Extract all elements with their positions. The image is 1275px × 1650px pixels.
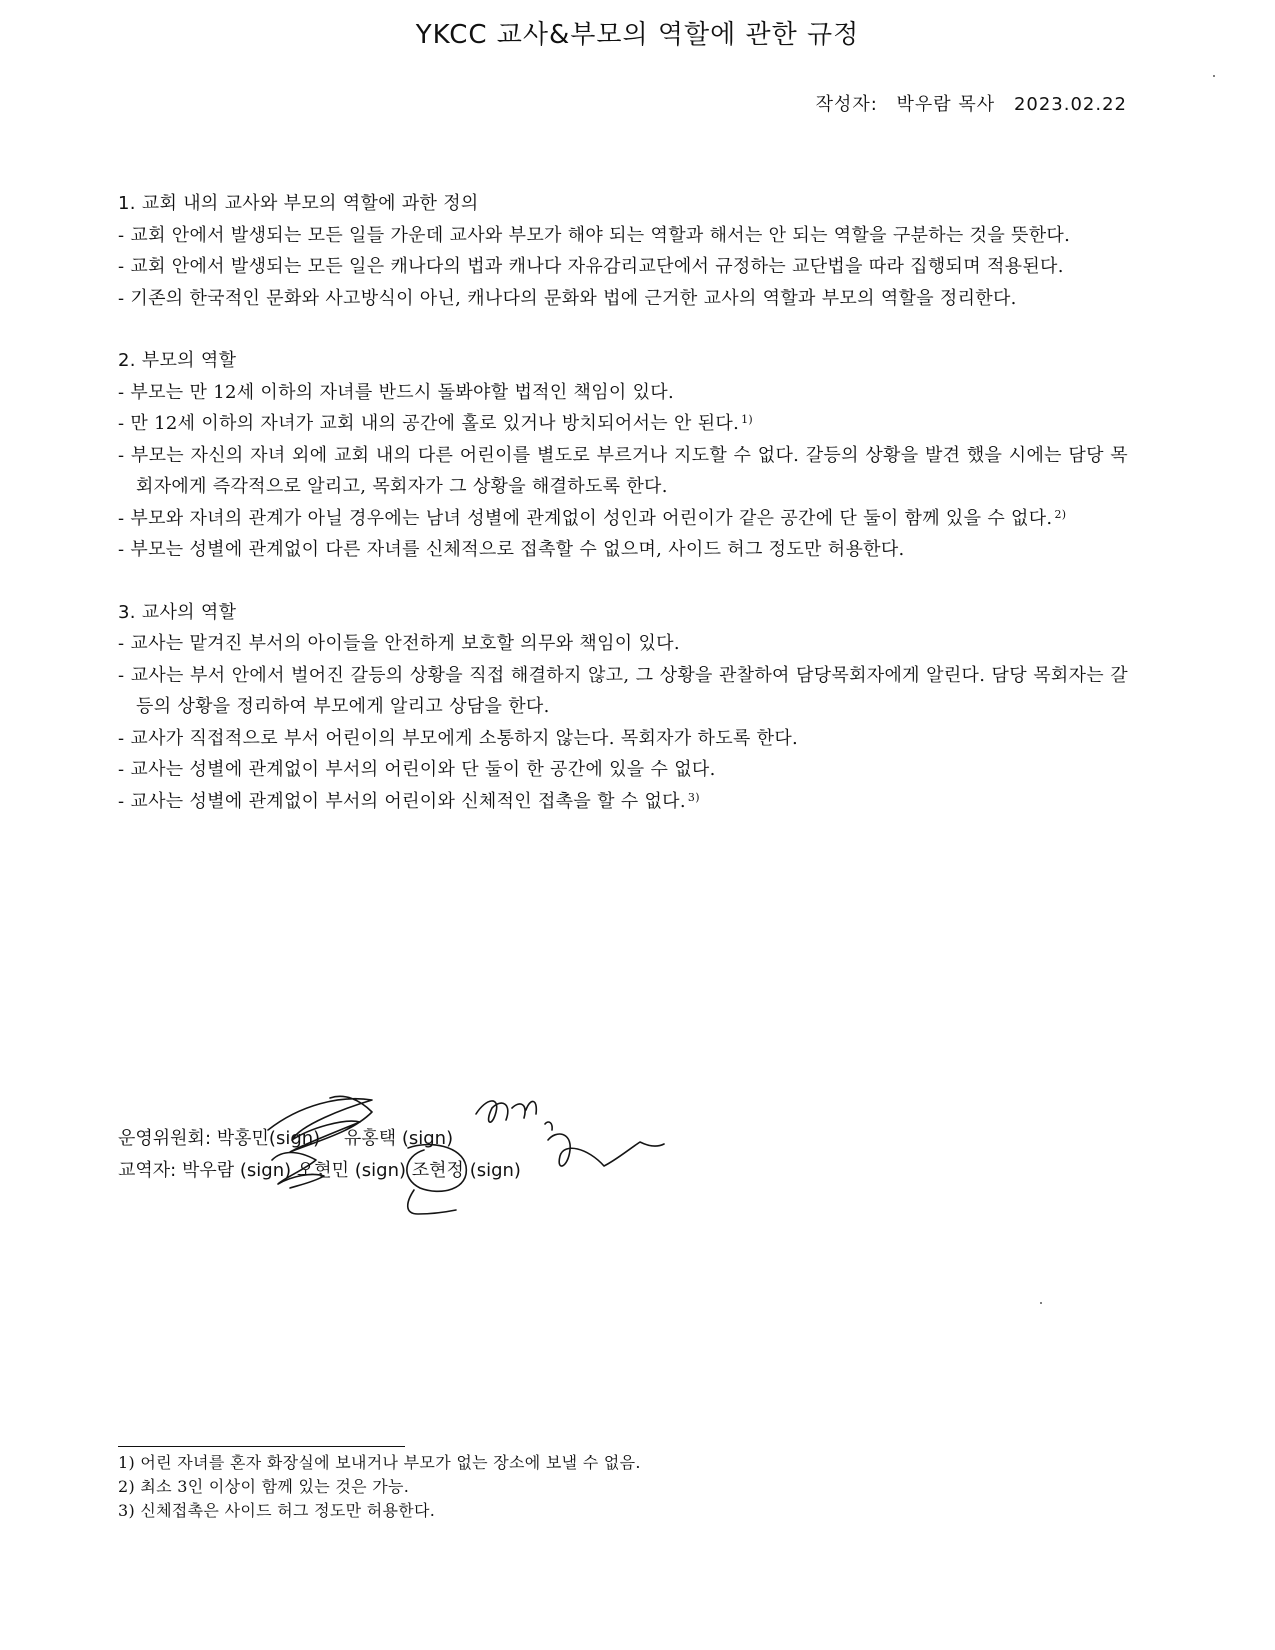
author-date: 2023.02.22 xyxy=(1013,94,1127,115)
signer-name: 조현정 xyxy=(411,1160,464,1181)
list-item xyxy=(118,786,1128,818)
list-item: - 교회 안에서 발생되는 모든 일들 가운데 교사와 부모가 해야 되는 역할과 해서는 안 되는 역할을 구분하는 것을 뜻한다. xyxy=(118,224,1071,246)
footnote-mark: 1) xyxy=(741,413,754,426)
sign-mark: (sign) xyxy=(469,1160,521,1181)
footnote: 2) 최소 3인 이상이 함께 있는 것은 가능. xyxy=(118,1477,410,1496)
signature-label: 교역자: xyxy=(118,1160,177,1181)
footnote: 1) 어린 자녀를 혼자 화장실에 보내거나 부모가 없는 장소에 보낼 수 없음. xyxy=(118,1453,641,1472)
scan-speck xyxy=(1213,75,1215,77)
signer-name: 유홍택 xyxy=(343,1128,397,1149)
list-item: - 교사는 성별에 관계없이 부서의 어린이와 단 둘이 한 공간에 있을 수 없다. xyxy=(118,759,716,780)
footnotes xyxy=(118,1451,641,1523)
list-item-text: - 교사는 성별에 관계없이 부서의 어린이와 신체적인 접촉을 할 수 없다. xyxy=(118,790,686,812)
signer-name: 박우람 xyxy=(181,1160,235,1181)
list-item-text: - 만 12세 이하의 자녀가 교회 내의 공간에 홀로 있거나 방치되어서는 안 된다. xyxy=(118,413,740,434)
footnote: 3) 신체접촉은 사이드 허그 정도만 허용한다. xyxy=(118,1501,436,1520)
list-item: - 부모는 만 12세 이하의 자녀를 반드시 돌봐야할 법적인 책임이 있다. xyxy=(118,381,675,403)
list-item: - 교사는 부서 안에서 벌어진 갈등의 상황을 직접 해결하지 않고, 그 상황을 관찰하여 담당목회자에게 알린다. 담당 목회자는 갈등의 상황을 정리하여 부모에게 알리고 상담을 한다. xyxy=(118,664,1128,717)
list-item: - 부모는 성별에 관계없이 다른 자녀를 신체적으로 접촉할 수 없으며, 사이드 허그 정도만 허용한다. xyxy=(118,539,905,560)
signature-line-committee xyxy=(118,1123,521,1155)
list-item: - 교사가 직접적으로 부서 어린이의 부모에게 소통하지 않는다. 목회자가 하도록 한다. xyxy=(118,727,799,749)
list-item: - 교회 안에서 발생되는 모든 일은 캐나다의 법과 캐나다 자유감리교단에서 규정하는 교단법을 따라 집행되며 적용된다. xyxy=(118,256,1064,277)
sign-mark: (sign) xyxy=(401,1128,454,1149)
list-item: - 기존의 한국적인 문화와 사고방식이 아닌, 캐나다의 문화와 법에 근거한 교사의 역할과 부모의 역할을 정리한다. xyxy=(118,287,1017,309)
list-item xyxy=(118,503,1128,535)
section-heading: 2. 부모의 역할 xyxy=(118,350,237,371)
author-name: 박우람 목사 xyxy=(896,94,996,115)
author-label: 작성자: xyxy=(815,94,878,115)
section-heading: 1. 교회 내의 교사와 부모의 역할에 과한 정의 xyxy=(118,193,479,214)
author-line xyxy=(804,90,1127,116)
footnote-mark: 3) xyxy=(687,790,700,804)
signature-label: 운영위원회: xyxy=(118,1128,212,1149)
signature-cho-hyunjung xyxy=(548,1134,664,1166)
list-item xyxy=(118,408,1128,440)
signer-name: 박홍민 xyxy=(216,1128,269,1149)
list-item-text: - 부모와 자녀의 관계가 아닐 경우에는 남녀 성별에 관계없이 성인과 어린이가 같은 공간에 단 둘이 함께 있을 수 없다. xyxy=(118,507,1053,529)
section-definition xyxy=(118,188,1128,314)
section-parents xyxy=(118,345,1128,566)
document-title: YKCC 교사&부모의 역할에 관한 규정 xyxy=(415,20,860,50)
signature-block xyxy=(118,1123,521,1187)
section-heading: 3. 교사의 역할 xyxy=(118,601,237,623)
footnote-mark: 2) xyxy=(1054,507,1067,521)
document-body xyxy=(118,188,1128,848)
sign-mark: (sign) xyxy=(268,1128,321,1149)
sign-mark: (sign) xyxy=(239,1160,292,1181)
scan-speck xyxy=(1040,1302,1042,1304)
list-item: - 부모는 자신의 자녀 외에 교회 내의 다른 어린이를 별도로 부르거나 지도할 수 없다. 갈등의 상황을 발견 했을 시에는 담당 목회자에게 즉각적으로 알리고, 목회자가 그 상황을 해결하도록 한다. xyxy=(118,444,1128,497)
section-teachers xyxy=(118,597,1128,818)
footnote-divider xyxy=(118,1446,405,1447)
list-item: - 교사는 맡겨진 부서의 아이들을 안전하게 보호할 의무와 책임이 있다. xyxy=(118,633,680,654)
signer-name: 오현민 xyxy=(296,1160,350,1181)
signature-line-ministers xyxy=(118,1155,521,1187)
sign-mark: (sign) xyxy=(354,1160,407,1181)
